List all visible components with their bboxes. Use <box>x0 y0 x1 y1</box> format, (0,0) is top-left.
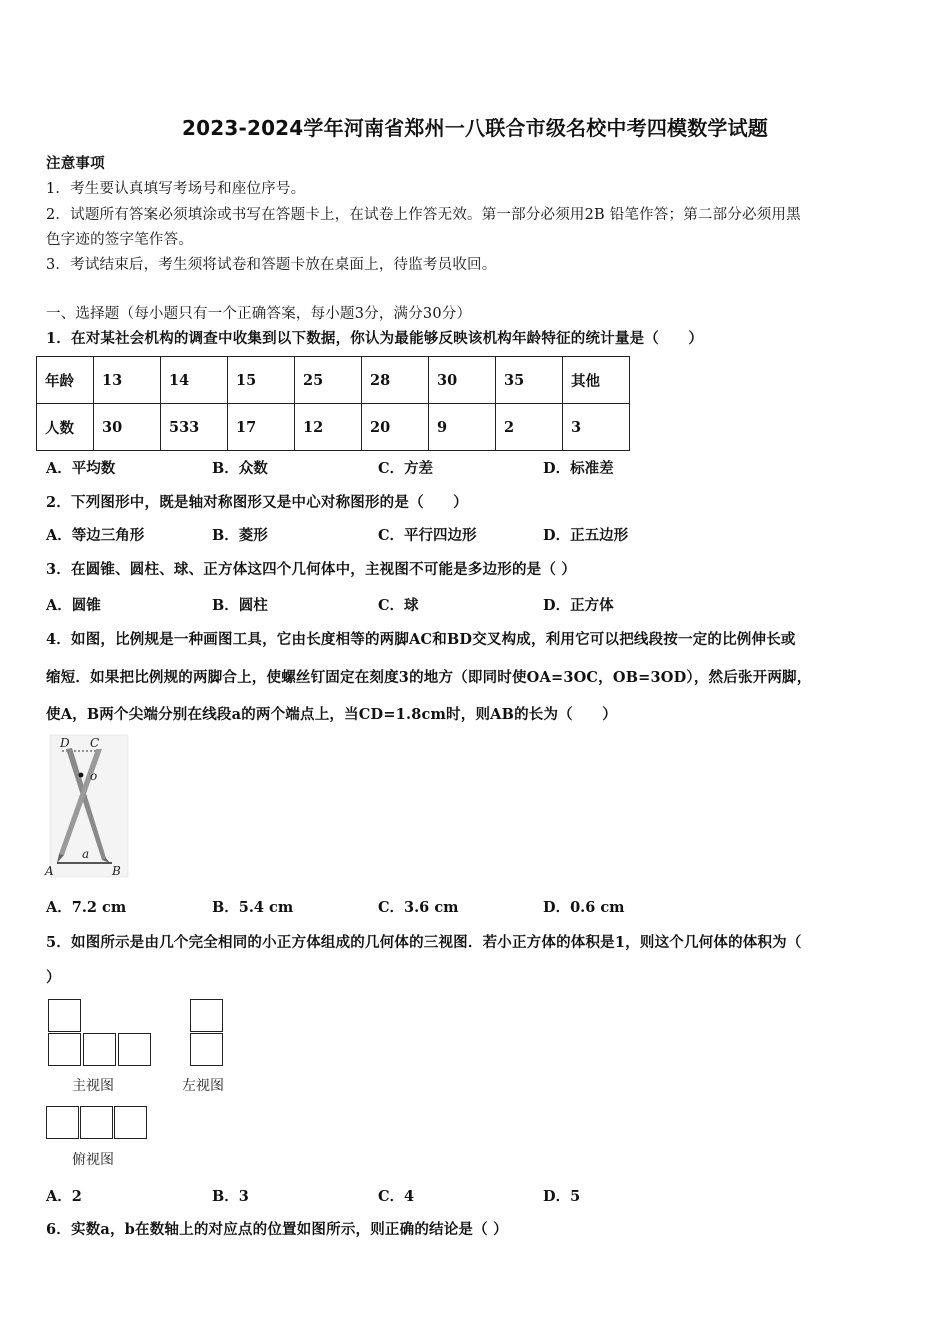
q2-option-d: D．正五边形 <box>543 527 629 544</box>
table-cell: 25 <box>295 357 362 404</box>
table-row <box>37 357 630 404</box>
q4-option-d: D．0.6 cm <box>543 899 625 916</box>
table-cell: 28 <box>362 357 429 404</box>
table-cell: 17 <box>228 404 295 451</box>
q2-option-a: A．等边三角形 <box>46 527 145 544</box>
q3-option-c: C．球 <box>378 597 419 614</box>
table-cell: 年龄 <box>37 357 94 404</box>
top-view-caption: 俯视图 <box>72 1152 114 1168</box>
left-view-caption: 左视图 <box>182 1078 224 1094</box>
table-cell: 3 <box>563 404 630 451</box>
q6-stem: 6．实数a，b在数轴上的对应点的位置如图所示，则正确的结论是（ ） <box>46 1221 508 1238</box>
table-cell: 13 <box>94 357 161 404</box>
q3-stem: 3．在圆锥、圆柱、球、正方体这四个几何体中，主视图不可能是多边形的是（ ） <box>46 561 577 578</box>
q5-option-d: D．5 <box>543 1188 581 1205</box>
q4-stem-line-2: 缩短．如果把比例规的两脚合上，使螺丝钉固定在刻度3的地方（即同时使OA=3OC，OB=3OD），然后张开两脚， <box>46 669 812 686</box>
label-c: C <box>90 736 100 750</box>
notice-heading: 注意事项 <box>46 155 105 172</box>
q5-stem-line-1: 5．如图所示是由几个完全相同的小正方体组成的几何体的三视图．若小正方体的体积是1，则这个几何体的体积为（ <box>46 934 802 951</box>
q1-option-b: B．众数 <box>212 460 268 477</box>
table-row <box>37 404 630 451</box>
q5-option-a: A．2 <box>46 1188 82 1205</box>
notice-item-1: 1．考生要认真填写考场号和座位序号。 <box>46 181 306 197</box>
q1-data-table <box>36 356 630 451</box>
table-cell: 15 <box>228 357 295 404</box>
table-cell: 35 <box>496 357 563 404</box>
q1-option-d: D．标准差 <box>543 460 614 477</box>
proportional-compass-figure <box>44 733 130 879</box>
q2-option-c: C．平行四边形 <box>378 527 477 544</box>
q1-option-a: A．平均数 <box>46 460 116 477</box>
q1-option-c: C．方差 <box>378 460 434 477</box>
front-view-caption: 主视图 <box>72 1078 114 1094</box>
q4-option-b: B．5.4 cm <box>212 899 294 916</box>
table-cell: 20 <box>362 404 429 451</box>
q3-option-d: D．正方体 <box>543 597 614 614</box>
table-cell: 14 <box>161 357 228 404</box>
table-cell: 30 <box>429 357 496 404</box>
q3-option-a: A．圆锥 <box>46 597 101 614</box>
q4-option-a: A．7.2 cm <box>46 899 127 916</box>
label-d: D <box>60 736 70 750</box>
notice-item-3: 3．考试结束后，考生须将试卷和答题卡放在桌面上，待监考员收回。 <box>46 257 497 273</box>
q2-stem: 2．下列图形中，既是轴对称图形又是中心对称图形的是（ ） <box>46 494 468 511</box>
q4-stem-line-1: 4．如图，比例规是一种画图工具，它由长度相等的两脚AC和BD交叉构成，利用它可以把线段按一定的比例伸长或 <box>46 631 796 648</box>
q3-option-b: B．圆柱 <box>212 597 268 614</box>
table-cell: 12 <box>295 404 362 451</box>
table-cell: 人数 <box>37 404 94 451</box>
q5-stem-line-2: ） <box>46 969 61 986</box>
table-cell: 533 <box>161 404 228 451</box>
label-o: o <box>90 769 98 783</box>
table-cell: 9 <box>429 404 496 451</box>
q5-option-b: B．3 <box>212 1188 249 1205</box>
section-heading: 一、选择题（每小题只有一个正确答案，每小题3分，满分30分） <box>46 306 472 322</box>
q5-option-c: C．4 <box>378 1188 415 1205</box>
label-a-segment: a <box>82 847 90 861</box>
q1-stem: 1．在对某社会机构的调查中收集到以下数据，你认为最能够反映该机构年龄特征的统计量是（ ） <box>46 330 704 347</box>
exam-title: 2023-2024学年河南省郑州一八联合市级名校中考四模数学试题 <box>181 116 769 140</box>
q2-option-b: B．菱形 <box>212 527 268 544</box>
label-point-b: B <box>112 864 121 878</box>
table-cell: 2 <box>496 404 563 451</box>
notice-item-2-cont: 色字迹的签字笔作答。 <box>46 232 193 248</box>
notice-item-2: 2．试题所有答案必须填涂或书写在答题卡上，在试卷上作答无效。第一部分必须用2B 铅笔作答；第二部分必须用黑 <box>46 207 801 223</box>
q4-option-c: C．3.6 cm <box>378 899 459 916</box>
q4-stem-line-3: 使A，B两个尖端分别在线段a的两个端点上，当CD=1.8cm时，则AB的长为（ ） <box>46 706 617 723</box>
table-cell: 其他 <box>563 357 630 404</box>
table-cell: 30 <box>94 404 161 451</box>
label-point-a: A <box>45 864 54 878</box>
